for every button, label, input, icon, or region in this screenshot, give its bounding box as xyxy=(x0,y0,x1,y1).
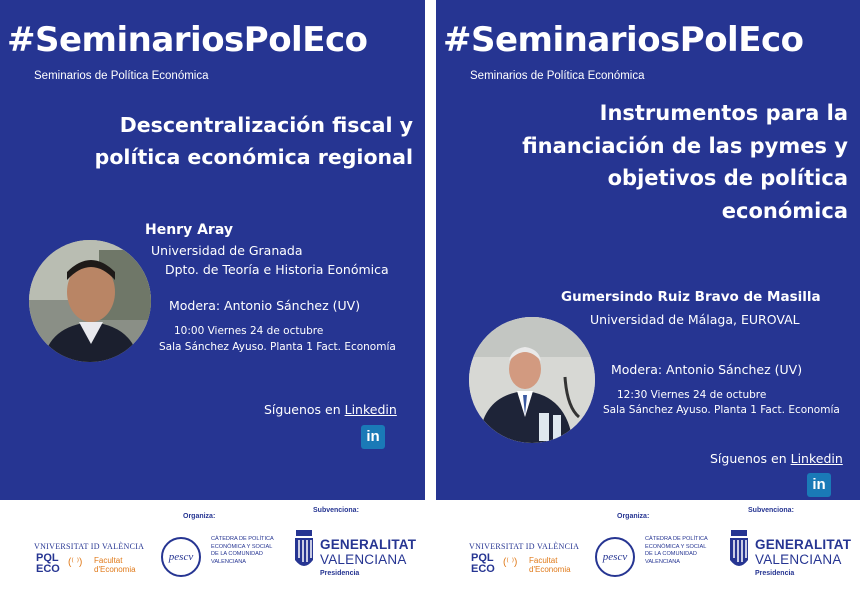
poleco-line: ECO xyxy=(471,563,495,575)
generalitat-line: GENERALITAT xyxy=(320,537,417,552)
poleco-line: ECO xyxy=(36,563,60,575)
series-subtitle: Seminarios de Política Económica xyxy=(34,70,209,82)
generalitat-line: VALENCIANA xyxy=(320,552,407,567)
follow-text: Síguenos en xyxy=(264,402,341,417)
linkedin-link[interactable]: Linkedin xyxy=(790,451,843,466)
catedra-line: DE LA COMUNIDAD xyxy=(645,551,697,557)
speaker-portrait-image xyxy=(469,317,595,443)
generalitat-line: GENERALITAT xyxy=(755,537,852,552)
facultat-icon: (⁽ ⁾) xyxy=(68,557,83,568)
poleco-line: PQL xyxy=(471,552,494,564)
generalitat-shield-icon xyxy=(727,526,751,576)
series-subtitle: Seminarios de Política Económica xyxy=(470,70,645,82)
event-time: 10:00 Viernes 24 de octubre xyxy=(174,325,324,337)
facultat-logo xyxy=(503,556,571,574)
speaker-affiliation: Universidad de Málaga, EUROVAL xyxy=(590,312,800,327)
hashtag-title: #SeminariosPolEco xyxy=(443,20,804,60)
facultat-logo xyxy=(68,556,136,574)
poleco-logo xyxy=(36,553,60,575)
speaker-department: Dpto. de Teoría e Historia Eonómica xyxy=(165,262,389,277)
speaker-affiliation: Universidad de Granada xyxy=(151,243,303,258)
catedra-line: CÀTEDRA DE POLÍTICA xyxy=(211,536,274,542)
event-time: 12:30 Viernes 24 de octubre xyxy=(617,389,767,401)
catedra-line: CÀTEDRA DE POLÍTICA xyxy=(645,536,708,542)
speaker-photo xyxy=(469,317,595,443)
follow-us xyxy=(264,402,397,417)
follow-us xyxy=(710,451,843,466)
event-location: Sala Sánchez Ayuso. Planta 1 Fact. Economía xyxy=(159,341,396,353)
follow-text: Síguenos en xyxy=(710,451,787,466)
speaker-photo xyxy=(29,240,151,362)
organiza-label: Organiza: xyxy=(617,513,650,520)
generalitat-logo-text xyxy=(755,537,851,567)
facultat-line: d'Economia xyxy=(94,565,136,574)
facultat-line: Facultat xyxy=(529,556,558,565)
facultat-line: Facultat xyxy=(94,556,123,565)
organiza-label: Organiza: xyxy=(183,513,216,520)
catedra-line: VALENCIANA xyxy=(645,558,681,565)
poleco-line: PQL xyxy=(36,552,59,564)
linkedin-icon[interactable]: in xyxy=(807,473,831,497)
catedra-logo-text xyxy=(211,536,274,566)
linkedin-icon[interactable]: in xyxy=(361,425,385,449)
catedra-line: DE LA COMUNIDAD xyxy=(211,551,263,557)
catedra-line: ECONÒMICA Y SOCIAL xyxy=(645,543,707,550)
sponsors-footer xyxy=(0,500,425,602)
generalitat-shield-icon xyxy=(292,526,316,576)
poster-2 xyxy=(436,0,860,602)
subvenciona-label: Subvenciona: xyxy=(313,507,359,514)
pescv-logo: pescv xyxy=(161,537,201,577)
catedra-line: VALENCIANA xyxy=(211,558,247,565)
university-logo-text: VNIVERSITAT ID VALÈNCIA xyxy=(469,542,580,551)
generalitat-logo-text xyxy=(320,537,416,567)
pescv-logo: pescv xyxy=(595,537,635,577)
seminar-title xyxy=(522,97,848,227)
facultat-line: d'Economia xyxy=(529,565,571,574)
linkedin-link[interactable]: Linkedin xyxy=(344,402,397,417)
title-line: objetivos de política xyxy=(607,166,848,191)
poster-1 xyxy=(0,0,425,602)
moderator-text: Modera: Antonio Sánchez (UV) xyxy=(169,298,361,313)
subvenciona-label: Subvenciona: xyxy=(748,507,794,514)
facultat-icon: (⁽ ⁾) xyxy=(503,557,518,568)
catedra-logo-text xyxy=(645,536,708,566)
speaker-portrait-image xyxy=(29,240,151,362)
generalitat-line: VALENCIANA xyxy=(755,552,842,567)
title-line: política económica regional xyxy=(94,144,413,169)
title-line: Instrumentos para la xyxy=(599,101,848,125)
event-location: Sala Sánchez Ayuso. Planta 1 Fact. Economía xyxy=(603,404,840,416)
title-line: Descentralización fiscal y xyxy=(119,113,413,137)
title-line: económica xyxy=(721,198,848,223)
moderator-text: Modera: Antonio Sánchez (UV) xyxy=(611,362,803,377)
seminar-title xyxy=(95,110,413,174)
university-logo-text: VNIVERSITAT ID VALÈNCIA xyxy=(34,542,145,551)
title-line: financiación de las pymes y xyxy=(522,133,848,158)
hashtag-title: #SeminariosPolEco xyxy=(7,20,368,60)
poleco-logo xyxy=(471,553,495,575)
speaker-name: Gumersindo Ruiz Bravo de Masilla xyxy=(561,289,821,305)
catedra-line: ECONÒMICA Y SOCIAL xyxy=(211,543,273,550)
speaker-name: Henry Aray xyxy=(145,222,233,238)
presidencia-label: Presidencia xyxy=(320,570,360,577)
presidencia-label: Presidencia xyxy=(755,570,795,577)
sponsors-footer xyxy=(436,500,860,602)
